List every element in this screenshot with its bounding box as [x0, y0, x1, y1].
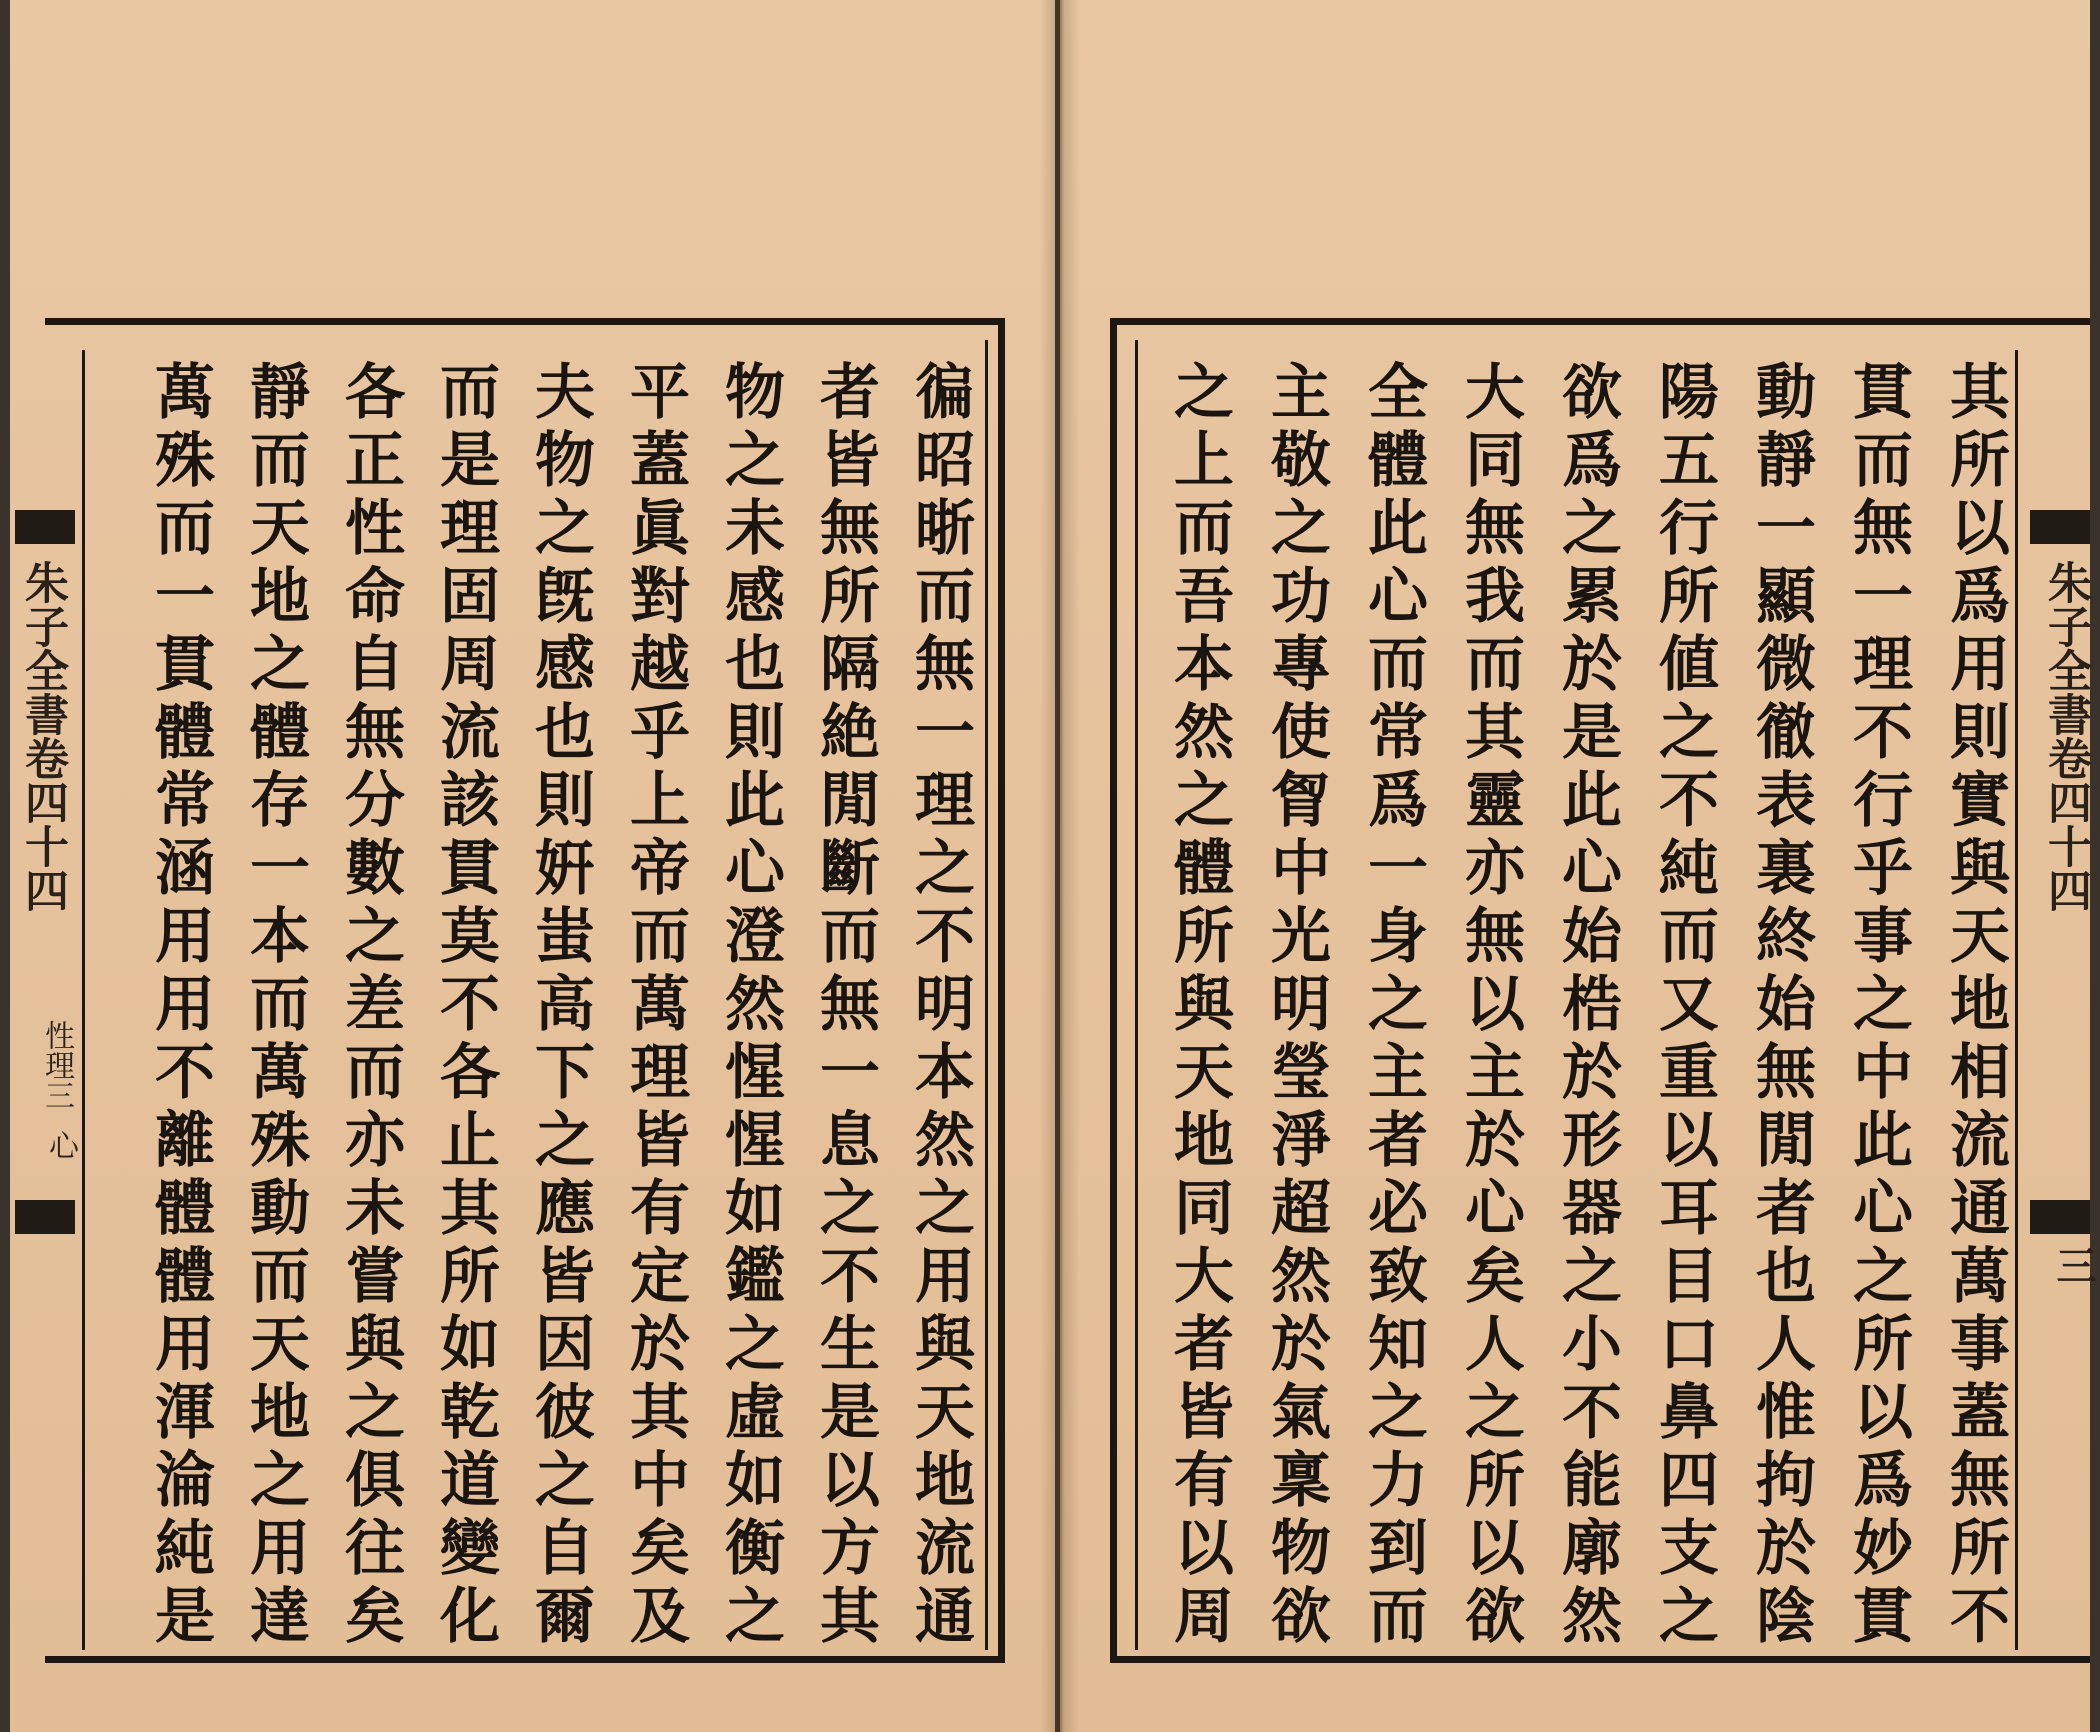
right-banxin-title: 朱子全書卷四十四: [2040, 560, 2091, 912]
left-inner-rule-right: [985, 340, 988, 1650]
right-column-6: 大同無我而其靈亦無以主於心矣人之所以欲: [1455, 360, 1525, 1652]
right-column-5: 欲爲之累於是此心始梏於形器之小不能廓然: [1552, 360, 1622, 1652]
left-fish-tail-bottom: [15, 1200, 75, 1234]
left-column-1: 徧昭晣而無一理之不明本然之用與天地流通: [905, 360, 975, 1652]
left-banxin-title: 朱子全書卷四十四: [17, 560, 68, 912]
left-column-7: 各正性命自無分數之差而亦未嘗與之俱往矣: [335, 360, 405, 1652]
right-column-7: 全體此心而常爲一身之主者必致知之力到而: [1358, 360, 1428, 1652]
right-column-2: 貫而無一理不行乎事之中此心之所以爲妙貫: [1843, 360, 1913, 1652]
left-column-9: 萬殊而一貫體常涵用用不離體體用渾淪純是: [145, 360, 215, 1652]
left-section-label: 性理三: [39, 1020, 74, 1110]
right-column-3: 動靜一顯微徹表裏終始無閒者也人惟拘於陰: [1746, 360, 1816, 1652]
right-fish-tail-bottom: [2030, 1200, 2090, 1234]
right-folio: 三: [2050, 1245, 2097, 1285]
left-inner-rule: [82, 350, 85, 1650]
left-column-5: 夫物之旣感也則姸蚩高下之應皆因彼之自爾: [525, 360, 595, 1652]
left-column-8: 靜而天地之體存一本而萬殊動而天地之用達: [240, 360, 310, 1652]
right-fish-tail-top: [2030, 510, 2090, 544]
right-column-8: 主敬之功專使胷中光明瑩淨超然於氣稟物欲: [1261, 360, 1331, 1652]
right-column-9: 之上而吾本然之體所與天地同大者皆有以周: [1164, 360, 1234, 1652]
left-column-2: 者皆無所隔絶閒斷而無一息之不生是以方其: [810, 360, 880, 1652]
right-inner-rule-outer: [2015, 350, 2018, 1650]
right-column-1: 其所以爲用則實與天地相流通萬事蓋無所不: [1940, 360, 2010, 1652]
left-column-3: 物之未感也則此心澄然惺惺如鑑之虛如衡之: [715, 360, 785, 1652]
left-fish-tail-top: [15, 510, 75, 544]
left-topic-label: 心: [43, 1130, 78, 1160]
right-inner-rule: [1135, 340, 1138, 1650]
left-column-4: 平蓋眞對越乎上帝而萬理皆有定於其中矣及: [620, 360, 690, 1652]
left-column-6: 而是理固周流該貫莫不各止其所如乾道變化: [430, 360, 500, 1652]
right-column-4: 陽五行所値之不純而又重以耳目口鼻四支之: [1649, 360, 1719, 1652]
book-gutter: [1040, 0, 1080, 1732]
